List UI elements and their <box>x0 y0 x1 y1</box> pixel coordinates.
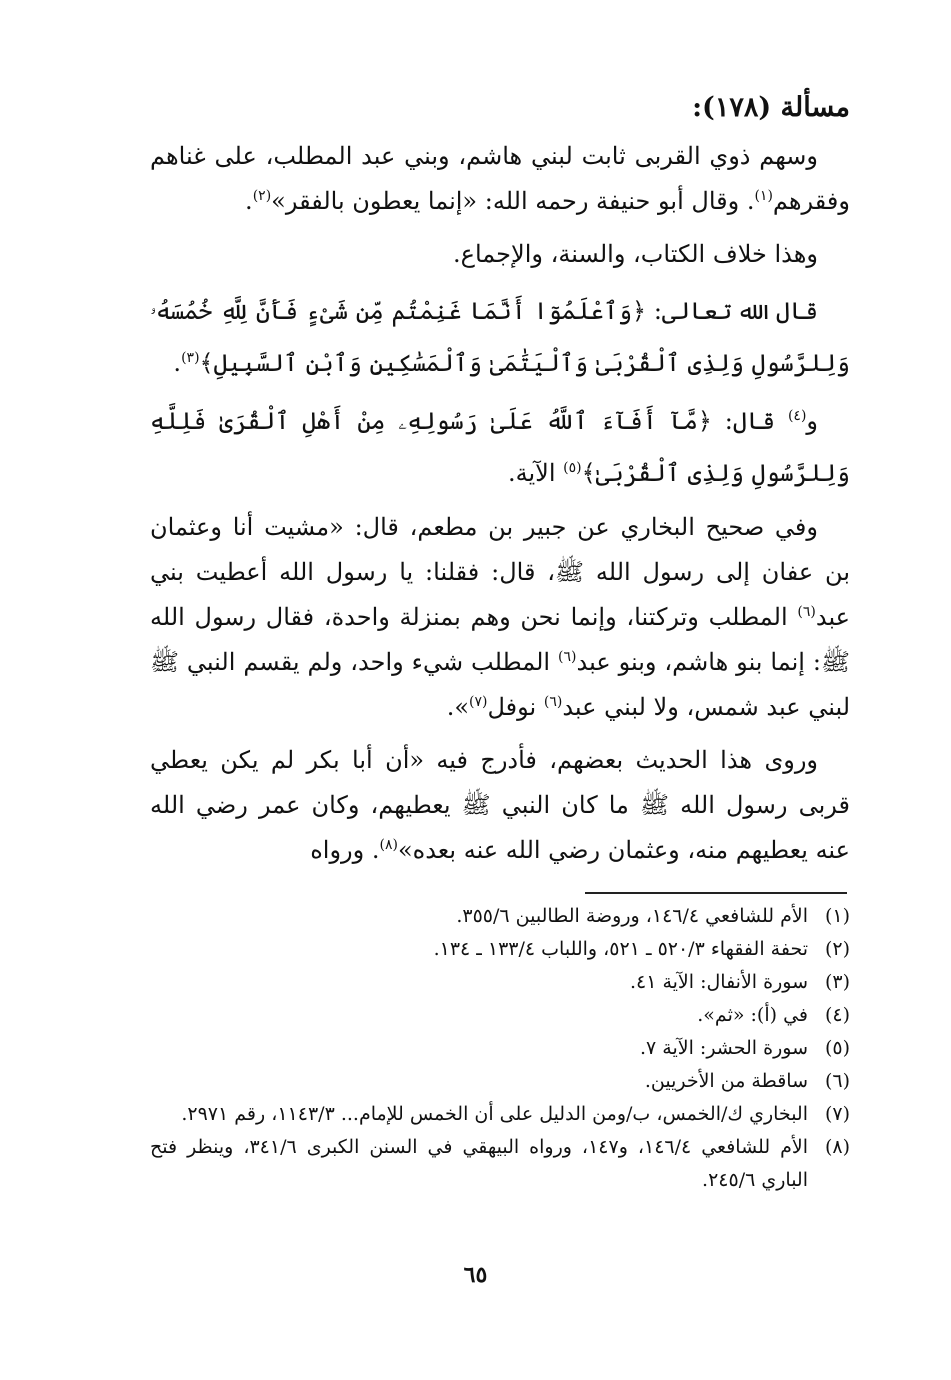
footnote-number: (٣) <box>824 971 850 993</box>
body-paragraph <box>150 285 850 389</box>
main-text <box>150 88 850 881</box>
footnote-marker: (٥) <box>563 460 582 476</box>
body-paragraph <box>150 395 850 499</box>
footnote-text: الأم للشافعي ١٤٦/٤، وروضة الطالبين ٣٥٥/٦. <box>456 905 808 927</box>
text-segment: المطلب شيء واحد، ولم يقسم النبي ﷺ لبني عبد شمس، ولا لبني عبد <box>150 648 850 721</box>
footnote-number: (١) <box>824 905 850 927</box>
footnote-marker: (٨) <box>379 837 398 853</box>
footnotes-list <box>150 900 850 1197</box>
footnote-marker: (٣) <box>181 350 200 366</box>
footnote-text: في (أ): «ثم». <box>697 1004 808 1026</box>
footnote-number: (٦) <box>824 1070 850 1092</box>
footnote-text: الأم للشافعي ١٤٦/٤، و١٤٧، ورواه البيهقي في السنن الكبرى ٣٤١/٦، وينظر فتح الباري ٢٤٥/٦. <box>150 1136 808 1191</box>
footnote-marker: (٤) <box>787 408 807 424</box>
text-segment: قال الله تعالى: ﴿وَٱعْلَمُوٓا أَنَّمَا غَنِمْتُم مِّن شَىْءٍ فَأَنَّ لِلَّهِ خُمُسَهُۥ وَلِلرَّسُولِ وَلِذِى ٱلْقُرْبَىٰ وَٱلْيَتَٰمَىٰ وَٱلْمَسَٰكِينِ وَٱبْنِ ٱلسَّبِيلِ﴾ <box>150 297 850 377</box>
footnote-item <box>150 900 850 933</box>
text-segment: المطلب وتركتنا، وإنما نحن وهم بمنزلة واحدة، فقال رسول الله ﷺ: إنما بنو هاشم، وبنو عبد <box>150 603 850 676</box>
footnote-item <box>150 933 850 966</box>
footnote-marker: (٢) <box>252 188 272 204</box>
body-paragraph <box>150 505 850 730</box>
text-segment: و <box>806 407 818 435</box>
footnote-text: ساقطة من الأخريين. <box>644 1070 808 1092</box>
page-number: ٦٥ <box>463 1262 488 1288</box>
footnote-item <box>150 1131 850 1197</box>
issue-heading: مسألة (١٧٨): <box>692 92 850 123</box>
footnote-text: سورة الأنفال: الآية ٤١. <box>629 971 808 993</box>
text-segment: ». <box>446 693 470 721</box>
body-paragraph <box>150 738 850 873</box>
body-paragraph <box>150 134 850 224</box>
footnote-item <box>150 1065 850 1098</box>
footnote-separator <box>585 892 847 894</box>
footnote-number: (٢) <box>824 938 850 960</box>
footnote-marker: (٦) <box>543 694 563 710</box>
footnote-number: (٨) <box>824 1136 850 1158</box>
text-segment: وروى هذا الحديث بعضهم، فأدرج فيه «أن أبا بكر لم يكن يعطي قربى رسول الله ﷺ ما كان النبي ﷺ يعطيهم، وكان عمر رضي الله عنه يعطيهم منه، وعثمان رضي الله عنه بعده» <box>150 746 850 864</box>
text-segment: وفي صحيح البخاري عن جبير بن مطعم، قال: «مشيت أنا وعثمان بن عفان إلى رسول الله ﷺ، قال: فقلنا: يا رسول الله أعطيت بني عبد <box>150 513 851 631</box>
footnote-marker: (٧) <box>469 694 488 710</box>
text-segment: الآية. <box>507 459 564 487</box>
body-paragraphs <box>150 134 850 873</box>
text-segment: قال: ﴿مَّآ أَفَآءَ ٱللَّهُ عَلَىٰ رَسُولِهِۦ مِنْ أَهْلِ ٱلْقُرَىٰ فَلِلَّهِ وَلِلرَّسُولِ وَلِذِى ٱلْقُرْبَىٰ﴾ <box>150 407 850 487</box>
footnote-item <box>150 1032 850 1065</box>
footnote-number: (٥) <box>824 1037 850 1059</box>
text-segment: . ورواه <box>310 836 380 864</box>
text-segment: نوفل <box>487 693 544 721</box>
text-segment: . <box>173 349 182 377</box>
footnote-item <box>150 999 850 1032</box>
footnote-number: (٧) <box>824 1103 850 1125</box>
footnote-number: (٤) <box>824 1004 850 1026</box>
footnote-item <box>150 1098 850 1131</box>
footnote-item <box>150 966 850 999</box>
footnote-marker: (٦) <box>558 649 577 665</box>
text-segment: وهذا خلاف الكتاب، والسنة، والإجماع. <box>453 240 818 268</box>
text-segment: . <box>245 187 253 215</box>
text-segment: وسهم ذوي القربى ثابت لبني هاشم، وبني عبد المطلب، على غناهم وفقرهم <box>150 142 850 215</box>
footnote-text: سورة الحشر: الآية ٧. <box>639 1037 808 1059</box>
body-paragraph <box>150 232 850 277</box>
footnote-marker: (١) <box>754 188 773 204</box>
footnote-marker: (٦) <box>797 604 816 620</box>
footnote-text: البخاري ك/الخمس، ب/ومن الدليل على أن الخمس للإمام... ١١٤٣/٣، رقم ٢٩٧١. <box>181 1103 808 1125</box>
footnote-text: تحفة الفقهاء ٥٢٠/٣ ـ ٥٢١، واللباب ١٣٣/٤ ـ ١٣٤. <box>433 938 808 960</box>
text-segment: . وقال أبو حنيفة رحمه الله: «إنما يعطون بالفقر» <box>271 187 755 215</box>
